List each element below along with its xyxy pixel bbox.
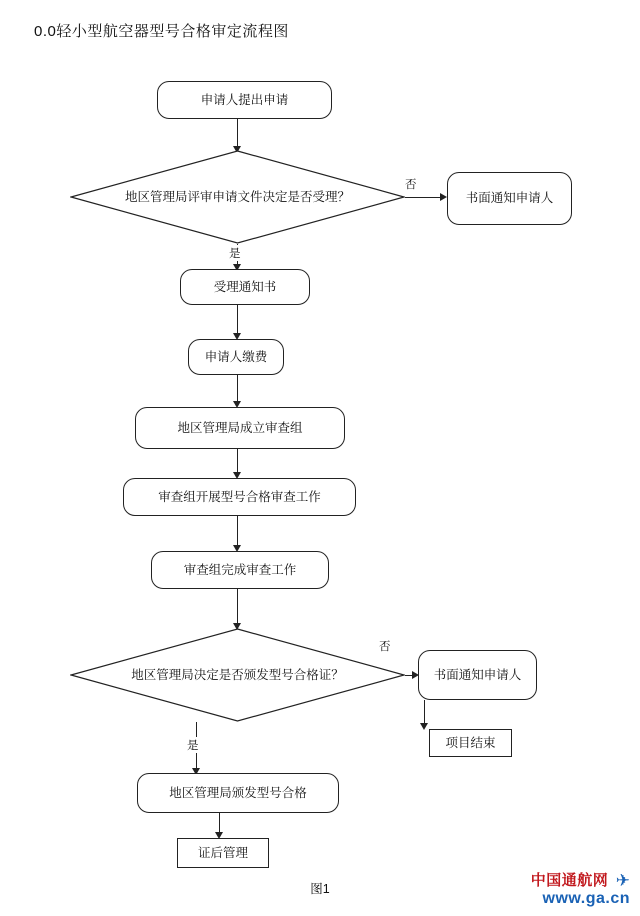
node-written-notice-1 bbox=[447, 172, 572, 225]
node-label: 申请人提出申请 bbox=[200, 92, 289, 107]
node-written-notice-2 bbox=[418, 650, 537, 700]
edge-label-yes-2: 是 bbox=[186, 737, 200, 753]
node-label: 审查组完成审查工作 bbox=[183, 562, 297, 577]
node-label: 地区管理局决定是否颁发型号合格证？ bbox=[131, 667, 344, 682]
connector-n2-n3 bbox=[405, 197, 442, 198]
arrowhead-n2-n3 bbox=[440, 193, 447, 201]
node-applicant-submit bbox=[157, 81, 332, 119]
node-form-review-team bbox=[135, 407, 345, 449]
node-review-complete bbox=[151, 551, 329, 589]
node-label: 审查组开展型号合格审查工作 bbox=[158, 489, 321, 504]
node-label: 申请人缴费 bbox=[204, 349, 268, 364]
node-label: 书面通知申请人 bbox=[433, 667, 522, 682]
figure-caption: 图1 bbox=[310, 882, 330, 896]
connector-n4-n5 bbox=[237, 305, 238, 336]
node-label: 项目结束 bbox=[445, 735, 496, 750]
node-issue-type-certificate bbox=[137, 773, 339, 813]
edge-label-no-1: 否 bbox=[404, 176, 418, 192]
watermark bbox=[531, 872, 630, 908]
airplane-icon: ✈ bbox=[615, 871, 630, 891]
arrowhead-n10-n11 bbox=[420, 723, 428, 730]
edge-label-yes-1: 是 bbox=[228, 245, 242, 261]
edge-label-no-2: 否 bbox=[378, 638, 392, 654]
watermark-url: www.ga.cn bbox=[542, 890, 630, 908]
connector-n7-n8 bbox=[237, 516, 238, 548]
connector-n5-n6 bbox=[237, 375, 238, 404]
page-title: 0.0轻小型航空器型号合格审定流程图 bbox=[34, 23, 289, 40]
node-label: 地区管理局成立审查组 bbox=[177, 420, 303, 435]
node-decision-issue-certificate bbox=[70, 628, 405, 722]
node-review-team-work bbox=[123, 478, 356, 516]
watermark-site-name: 中国通航网 bbox=[530, 872, 609, 890]
node-project-end bbox=[429, 729, 512, 757]
node-label: 受理通知书 bbox=[213, 279, 277, 294]
connector-n1-n2 bbox=[237, 119, 238, 149]
node-post-certificate-management bbox=[177, 838, 269, 868]
node-decision-accept bbox=[70, 150, 405, 244]
node-label: 证后管理 bbox=[197, 845, 248, 860]
node-applicant-payment bbox=[188, 339, 284, 375]
node-label: 书面通知申请人 bbox=[465, 191, 554, 206]
node-acceptance-notice bbox=[180, 269, 310, 305]
node-label: 地区管理局评审申请文件决定是否受理？ bbox=[124, 189, 350, 204]
connector-n8-n9 bbox=[237, 589, 238, 626]
node-label: 地区管理局颁发型号合格 bbox=[169, 785, 307, 800]
